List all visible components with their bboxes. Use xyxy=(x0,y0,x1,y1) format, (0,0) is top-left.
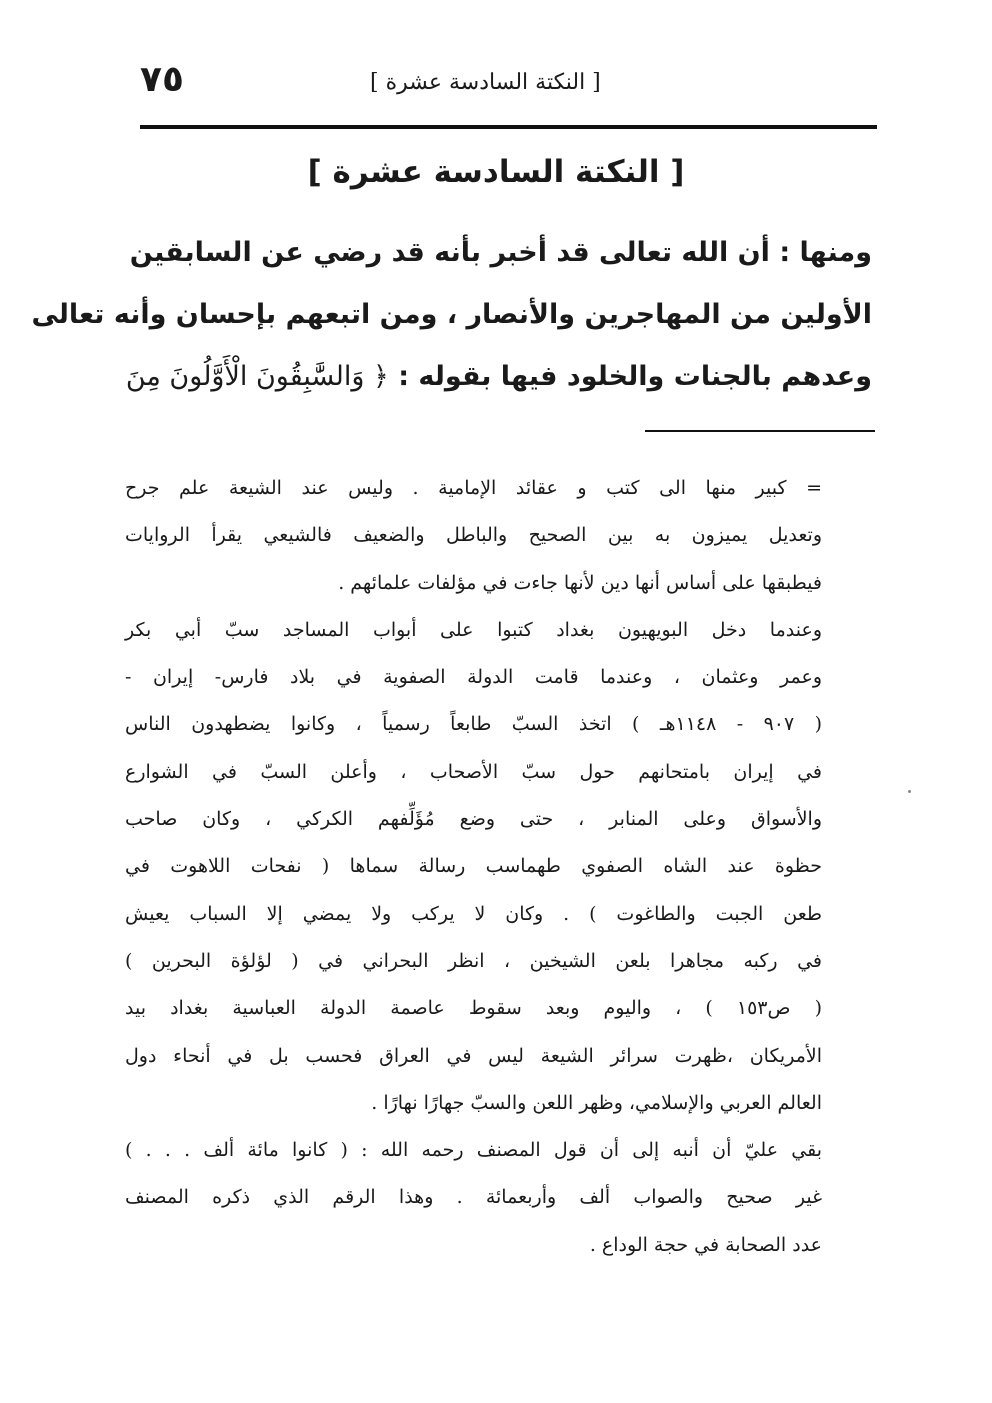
page-header xyxy=(140,58,877,108)
main-text-line-start: وعدهم بالجنات والخلود فيها بقوله : xyxy=(398,361,872,392)
main-text-line: ومنها : أن الله تعالى قد أخبر بأنه قد رضي عن السابقين xyxy=(129,237,872,268)
footnotes xyxy=(125,465,822,1269)
footnote-line: = كبير منها الى كتب و عقائد الإمامية . وليس عند الشيعة علم جرح xyxy=(125,477,822,499)
running-head: [ النكتة السادسة عشرة ] xyxy=(370,70,601,95)
page-number: ٧٥ xyxy=(140,59,184,100)
footnote-line: في إيران بامتحانهم حول سبّ الأصحاب ، وأعلن السبّ في الشوارع xyxy=(125,760,822,783)
footnote-line: فيطبقها على أساس أنها دين لأنها جاءت في مؤلفات علمائهم . xyxy=(338,571,822,594)
section-title: [ النكتة السادسة عشرة ] xyxy=(307,154,685,190)
footnote-line: في ركبه مجاهرا بلعن الشيخين ، انظر البحراني في ( لؤلؤة البحرين ) xyxy=(125,949,822,972)
footnote-line: حظوة عند الشاه الصفوي طهماسب رسالة سماها ( نفحات اللاهوت في xyxy=(125,855,822,878)
footnote-line: وعمر وعثمان ، وعندما قامت الدولة الصفوية في بلاد فارس- إيران - xyxy=(125,666,822,689)
main-text-line xyxy=(125,346,872,408)
scan-speck xyxy=(908,790,911,793)
footnote-separator xyxy=(645,430,875,432)
quran-verse-fragment: ﴿ وَالسَّٰبِقُونَ الْأَوَّلُونَ مِنَ xyxy=(125,361,389,392)
footnote-line: الأمريكان ،ظهرت سرائر الشيعة ليس في العراق فحسب بل في أنحاء دول xyxy=(125,1044,822,1067)
footnote-line: والأسواق وعلى المنابر ، حتى وضع مُؤَلِّفهم الكركي ، وكان صاحب xyxy=(125,808,822,831)
footnote-line: بقي عليّ أن أنبه إلى أن قول المصنف رحمه الله : ( كانوا مائة ألف . . . ) xyxy=(125,1139,822,1162)
footnote-line: ( ص١٥٣ ) ، واليوم وبعد سقوط عاصمة الدولة العباسية بغداد بيد xyxy=(125,997,822,1020)
footnote-line: طعن الجبت والطاغوت ) . وكان لا يركب ولا يمضي إلا السباب يعيش xyxy=(125,902,822,925)
header-rule xyxy=(140,125,877,129)
footnote-line: غير صحيح والصواب ألف وأربعمائة . وهذا الرقم الذي ذكره المصنف xyxy=(125,1186,822,1209)
footnote-line: وعندما دخل البويهيون بغداد كتبوا على أبواب المساجد سبّ أبي بكر xyxy=(125,618,822,641)
main-text-line: الأولين من المهاجرين والأنصار ، ومن اتبعهم بإحسان وأنه تعالى xyxy=(31,299,872,330)
footnote-line: عدد الصحابة في حجة الوداع . xyxy=(589,1233,822,1256)
main-text xyxy=(31,222,872,408)
footnote-line: وتعديل يميزون به بين الصحيح والباطل والضعيف فالشيعي يقرأ الروايات xyxy=(125,524,822,547)
footnote-line: ( ٩٠٧ - ١١٤٨هـ ) اتخذ السبّ طابعاً رسمياً ، وكانوا يضطهدون الناس xyxy=(125,713,823,736)
footnote-line: العالم العربي والإسلامي، وظهر اللعن والسبّ جهارًا نهارًا . xyxy=(371,1091,822,1114)
